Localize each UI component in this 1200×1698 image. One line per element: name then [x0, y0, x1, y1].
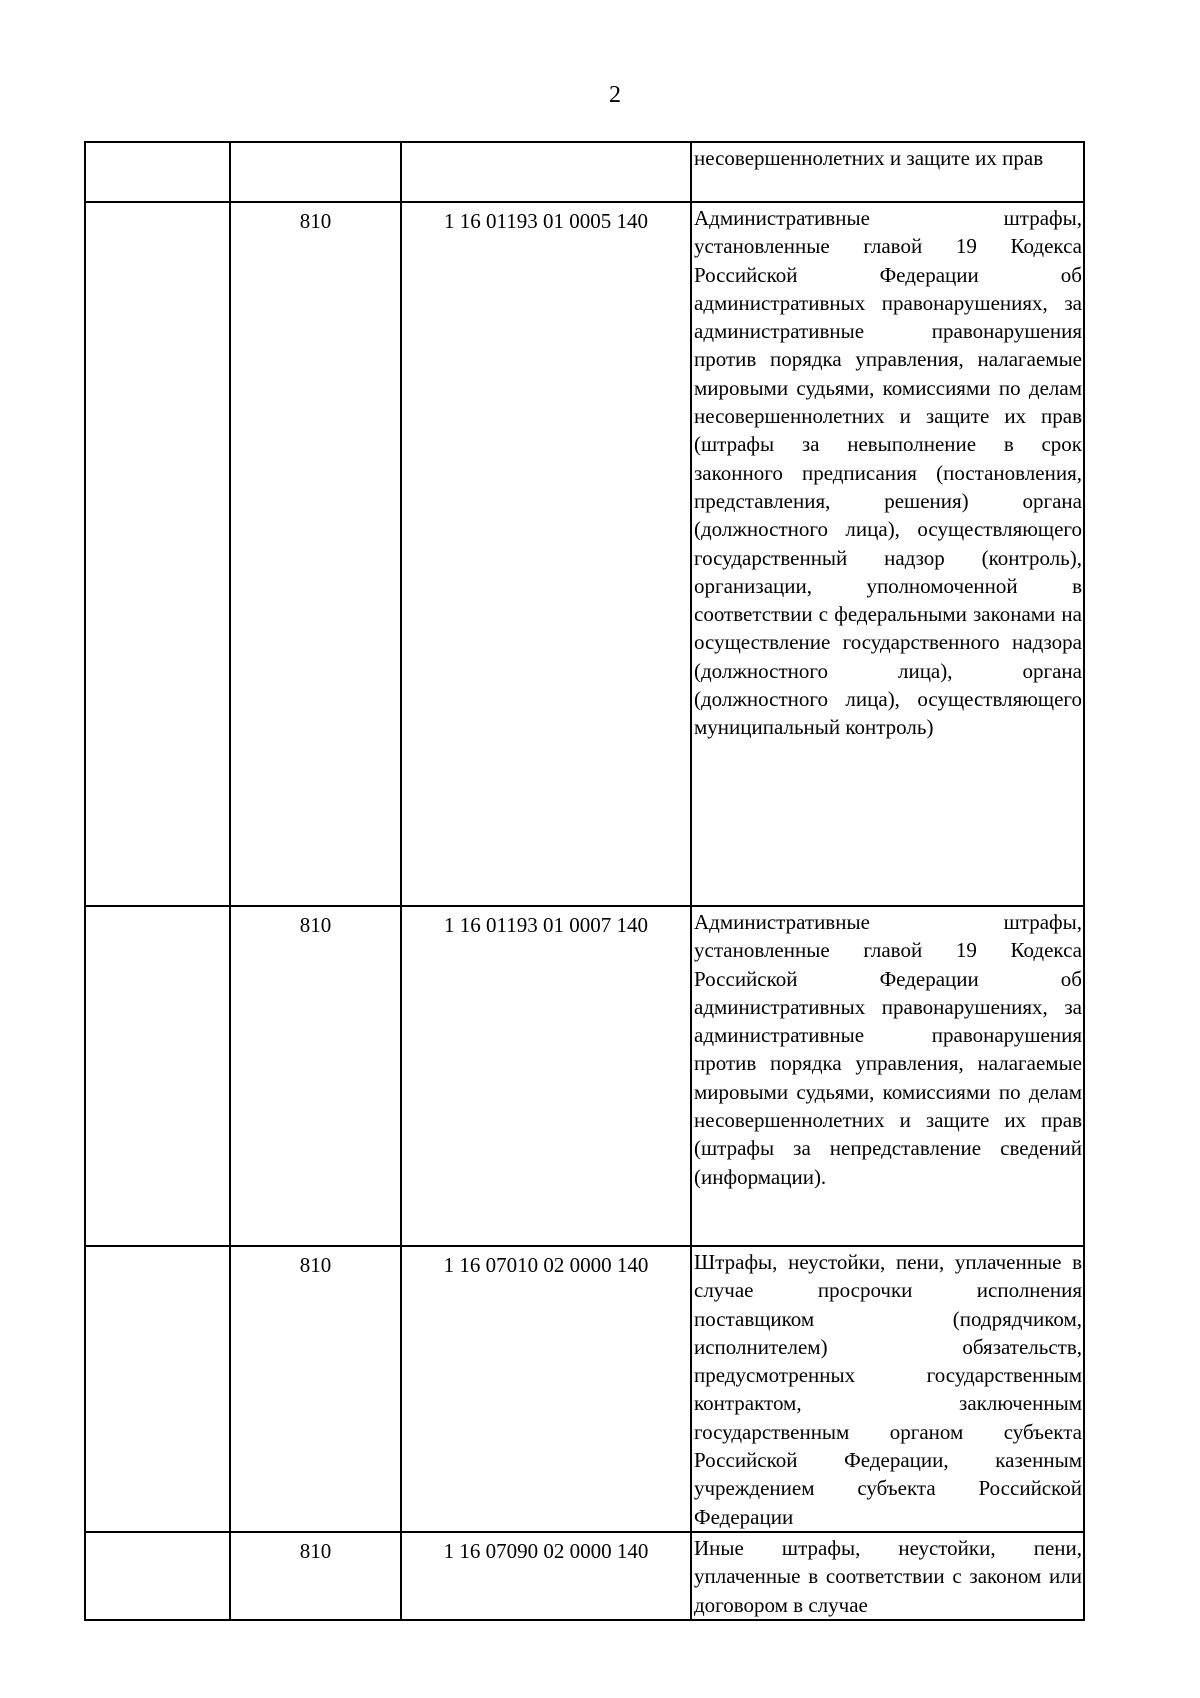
row-description: Иные штрафы, неустойки, пени, уплаченные в соответствии с законом или договором в случае	[694, 1535, 1082, 1617]
empty-cell	[85, 906, 230, 1246]
budget-codes-table	[84, 141, 1085, 1621]
table-row	[85, 1532, 1084, 1620]
admin-code-cell: 810	[230, 906, 401, 1246]
empty-cell	[85, 1532, 230, 1620]
budget-code-cell: 1 16 01193 01 0007 140	[401, 906, 691, 1246]
budget-code-cell: 1 16 07090 02 0000 140	[401, 1532, 691, 1620]
table-row	[85, 1246, 1084, 1532]
description-cell	[691, 906, 1084, 1246]
budget-code-cell	[401, 142, 691, 202]
budget-code-cell: 1 16 07010 02 0000 140	[401, 1246, 691, 1532]
row-description: несовершеннолетних и защите их прав	[694, 146, 1044, 170]
budget-code-cell: 1 16 01193 01 0005 140	[401, 202, 691, 906]
admin-code-cell: 810	[230, 1532, 401, 1620]
description-cell	[691, 1246, 1084, 1532]
admin-code-cell: 810	[230, 202, 401, 906]
row-description: Штрафы, неустойки, пени, уплаченные в случае просрочки исполнения поставщиком (подрядчиком, исполнителем) обязательств, предусмотренных государственным контрактом, заключенным государственным органом субъекта Российской Федерации, казенным учреждением субъекта Российской Федерации	[694, 1250, 1082, 1529]
empty-cell	[85, 202, 230, 906]
table-row	[85, 906, 1084, 1246]
row-description: Административные штрафы, установленные главой 19 Кодекса Российской Федерации об административных правонарушениях, за административные правонарушения против порядка управления, налагаемые мировыми судьями, комиссиями по делам несовершеннолетних и защите их прав (штрафы за непредставление сведений (информации).	[694, 910, 1082, 1189]
table-row	[85, 202, 1084, 906]
empty-cell	[85, 142, 230, 202]
description-cell	[691, 142, 1084, 202]
description-cell	[691, 1532, 1084, 1620]
row-description: Административные штрафы, установленные главой 19 Кодекса Российской Федерации об административных правонарушениях, за административные правонарушения против порядка управления, налагаемые мировыми судьями, комиссиями по делам несовершеннолетних и защите их прав (штрафы за невыполнение в срок законного предписания (постановления, представления, решения) органа (должностного лица), осуществляющего государственный надзор (контроль), организации, уполномоченной в соответствии с федеральными законами на осуществление государственного надзора (должностного лица), органа (должностного лица), осуществляющего муниципальный контроль)	[694, 206, 1082, 740]
empty-cell	[85, 1246, 230, 1532]
description-cell	[691, 202, 1084, 906]
table-row	[85, 142, 1084, 202]
admin-code-cell	[230, 142, 401, 202]
admin-code-cell: 810	[230, 1246, 401, 1532]
page-number: 2	[609, 82, 621, 108]
